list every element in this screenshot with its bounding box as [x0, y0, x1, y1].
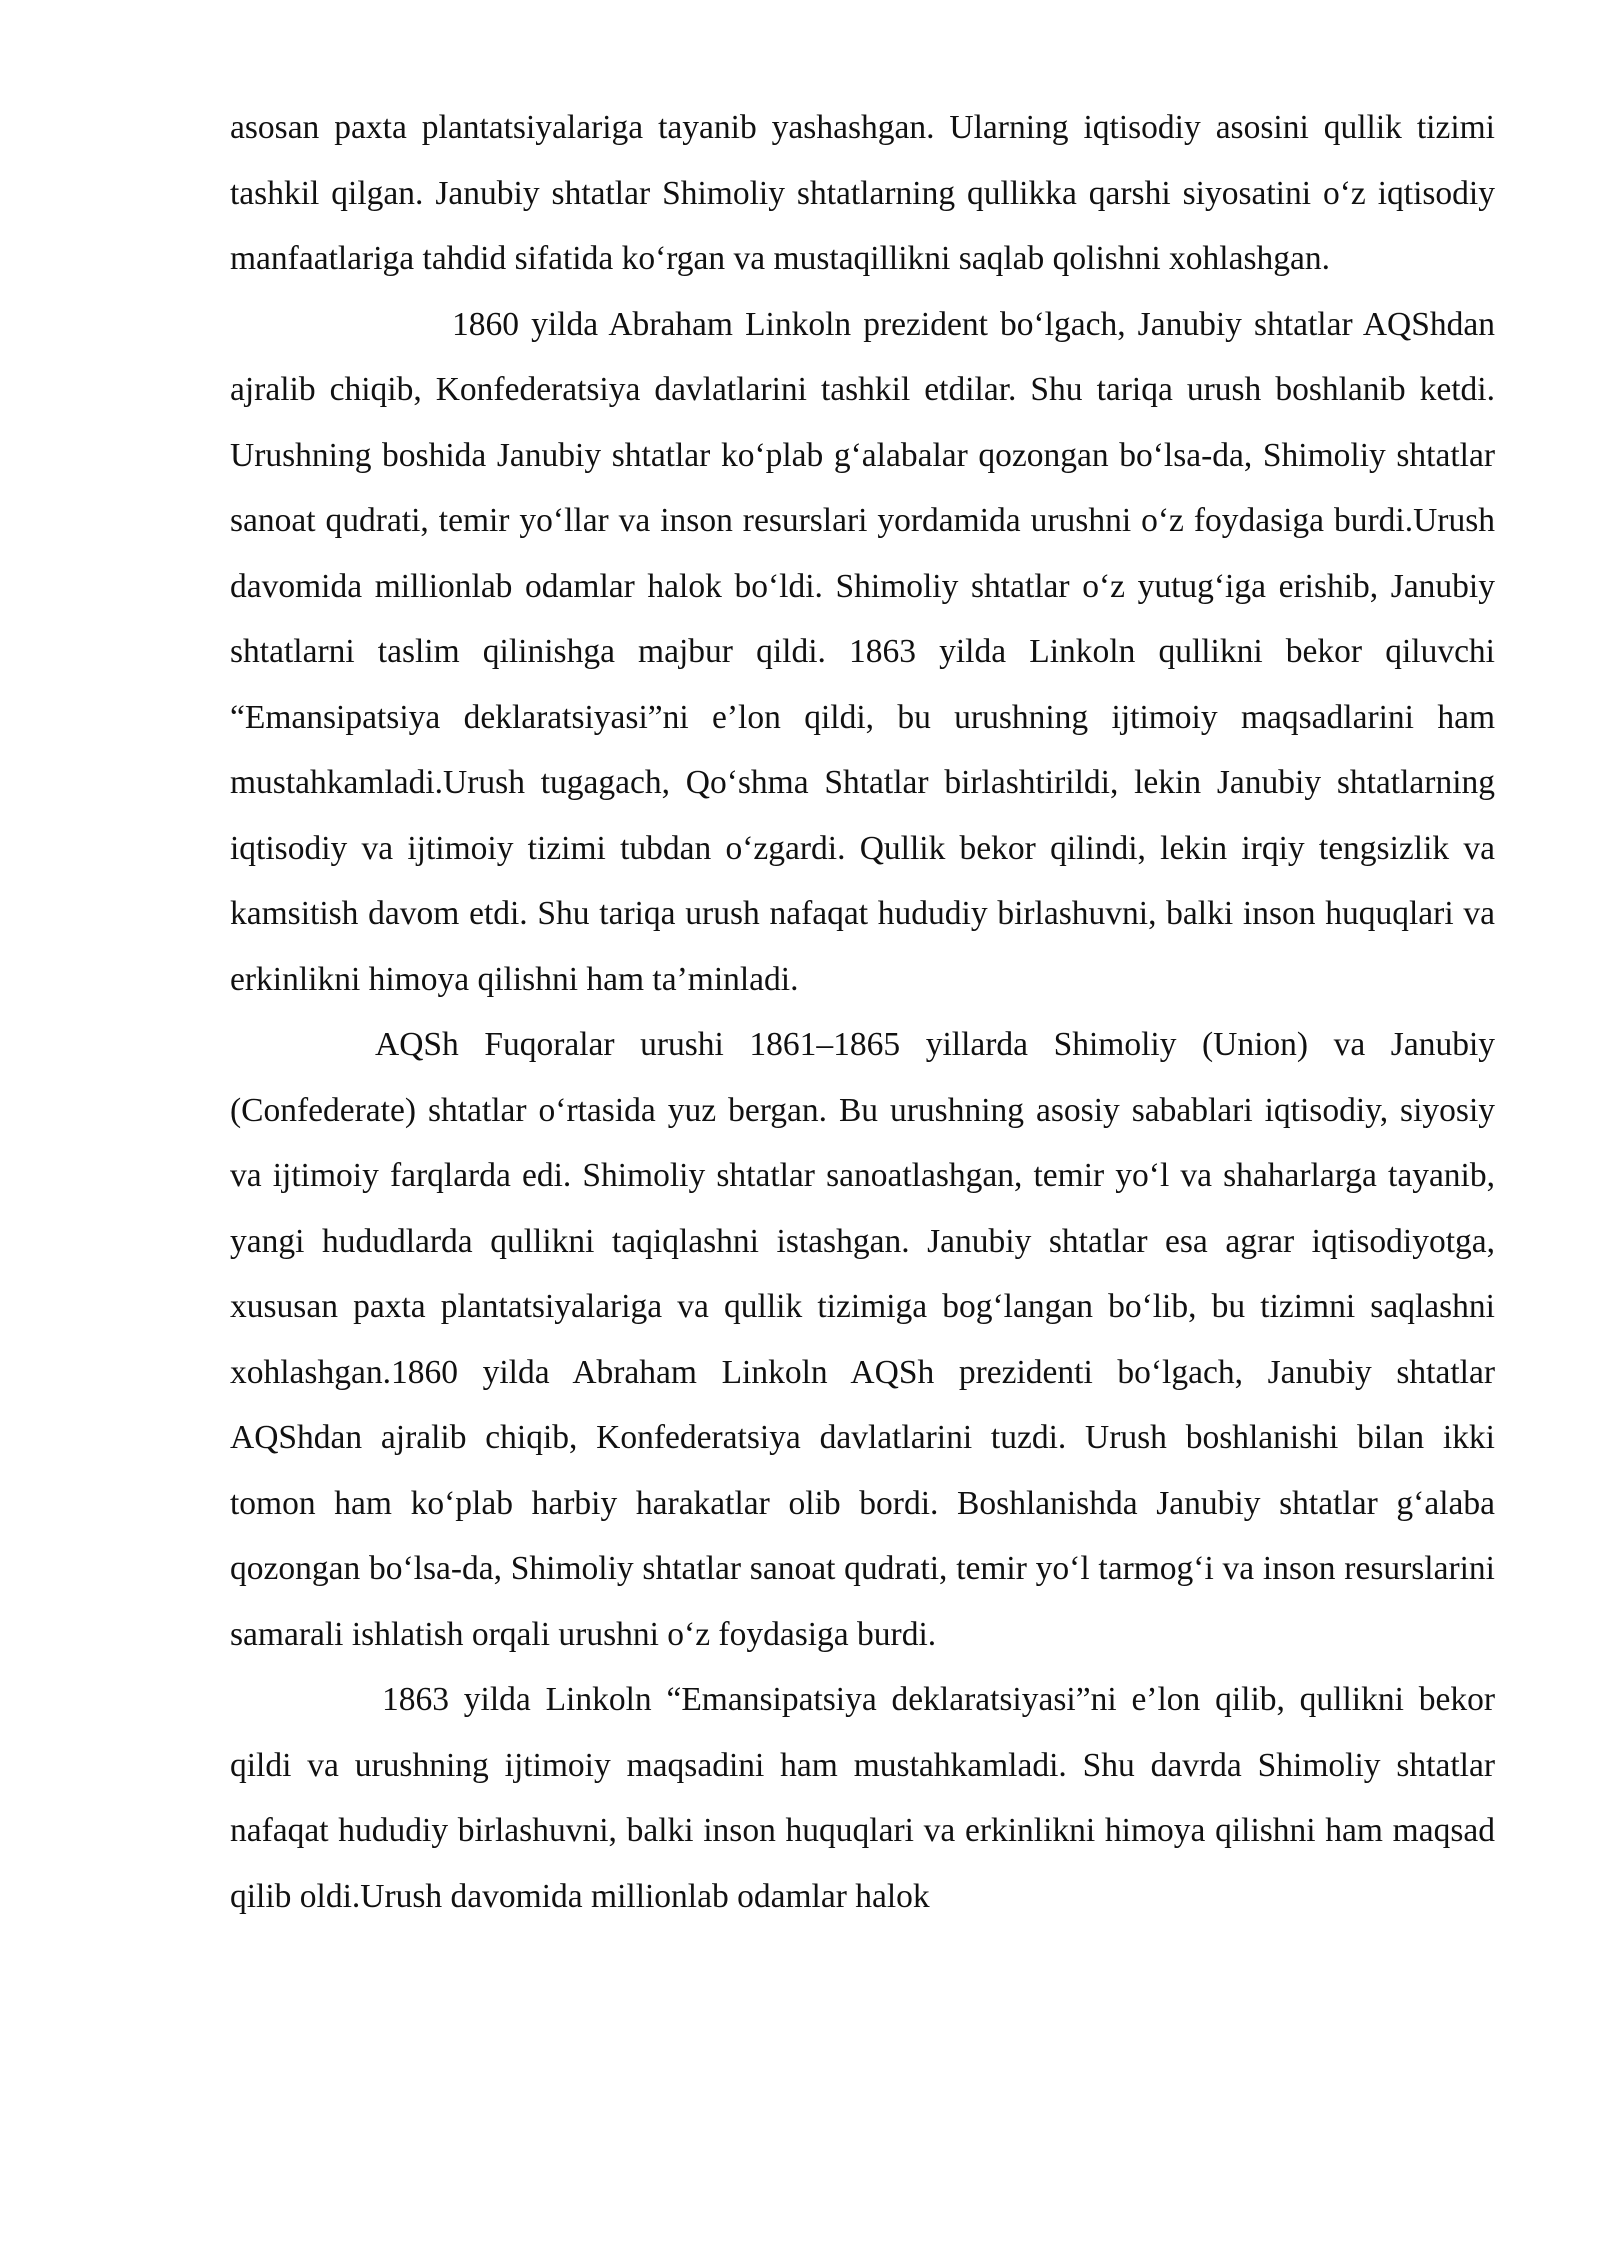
document-body	[230, 95, 1495, 1929]
paragraph-3: AQSh Fuqoralar urushi 1861–1865 yillarda Shimoliy (Union) va Janubiy (Confederate) shtatlar o‘rtasida yuz bergan. Bu urushning asosiy sabablari iqtisodiy, siyosiy va ijtimoiy farqlarda edi. Shimoliy shtatlar sanoatlashgan, temir yo‘l va shaharlarga tayanib, yangi hududlarda qullikni taqiqlashni istashgan. Janubiy shtatlar esa agrar iqtisodiyotga, xususan paxta plantatsiyalariga va qullik tizimiga bog‘langan bo‘lib, bu tizimni saqlashni xohlashgan.1860 yilda Abraham Linkoln AQSh prezidenti bo‘lgach, Janubiy shtatlar AQShdan ajralib chiqib, Konfederatsiya davlatlarini tuzdi. Urush boshlanishi bilan ikki tomon ham ko‘plab harbiy harakatlar olib bordi. Boshlanishda Janubiy shtatlar g‘alaba qozongan bo‘lsa-da, Shimoliy shtatlar sanoat qudrati, temir yo‘l tarmog‘i va inson resurslarini samarali ishlatish orqali urushni o‘z foydasiga burdi.	[230, 1026, 1495, 1653]
paragraph-4: 1863 yilda Linkoln “Emansipatsiya deklaratsiyasi”ni e’lon qilib, qullikni bekor qildi va urushning ijtimoiy maqsadini ham mustahkamladi. Shu davrda Shimoliy shtatlar nafaqat hududiy birlashuvni, balki inson huquqlari va erkinlikni himoya qilishni ham maqsad qilib oldi.Urush davomida millionlab odamlar halok	[230, 1681, 1495, 1915]
paragraph-1: asosan paxta plantatsiyalariga tayanib yashashgan. Ularning iqtisodiy asosini qullik tizimi tashkil qilgan. Janubiy shtatlar Shimoliy shtatlarning qullikka qarshi siyosatini o‘z iqtisodiy manfaatlariga tahdid sifatida ko‘rgan va mustaqillikni saqlab qolishni xohlashgan.	[230, 109, 1495, 277]
paragraph-2: 1860 yilda Abraham Linkoln prezident bo‘lgach, Janubiy shtatlar AQShdan ajralib chiqib, Konfederatsiya davlatlarini tashkil etdilar. Shu tariqa urush boshlanib ketdi. Urushning boshida Janubiy shtatlar ko‘plab g‘alabalar qozongan bo‘lsa-da, Shimoliy shtatlar sanoat qudrati, temir yo‘llar va inson resurslari yordamida urushni o‘z foydasiga burdi.Urush davomida millionlab odamlar halok bo‘ldi. Shimoliy shtatlar o‘z yutug‘iga erishib, Janubiy shtatlarni taslim qilinishga majbur qildi. 1863 yilda Linkoln qullikni bekor qiluvchi “Emansipatsiya deklaratsiyasi”ni e’lon qildi, bu urushning ijtimoiy maqsadlarini ham mustahkamladi.Urush tugagach, Qo‘shma Shtatlar birlashtirildi, lekin Janubiy shtatlarning iqtisodiy va ijtimoiy tizimi tubdan o‘zgardi. Qullik bekor qilindi, lekin irqiy tengsizlik va kamsitish davom etdi. Shu tariqa urush nafaqat hududiy birlashuvni, balki inson huquqlari va erkinlikni himoya qilishni ham ta’minladi.	[230, 305, 1495, 998]
